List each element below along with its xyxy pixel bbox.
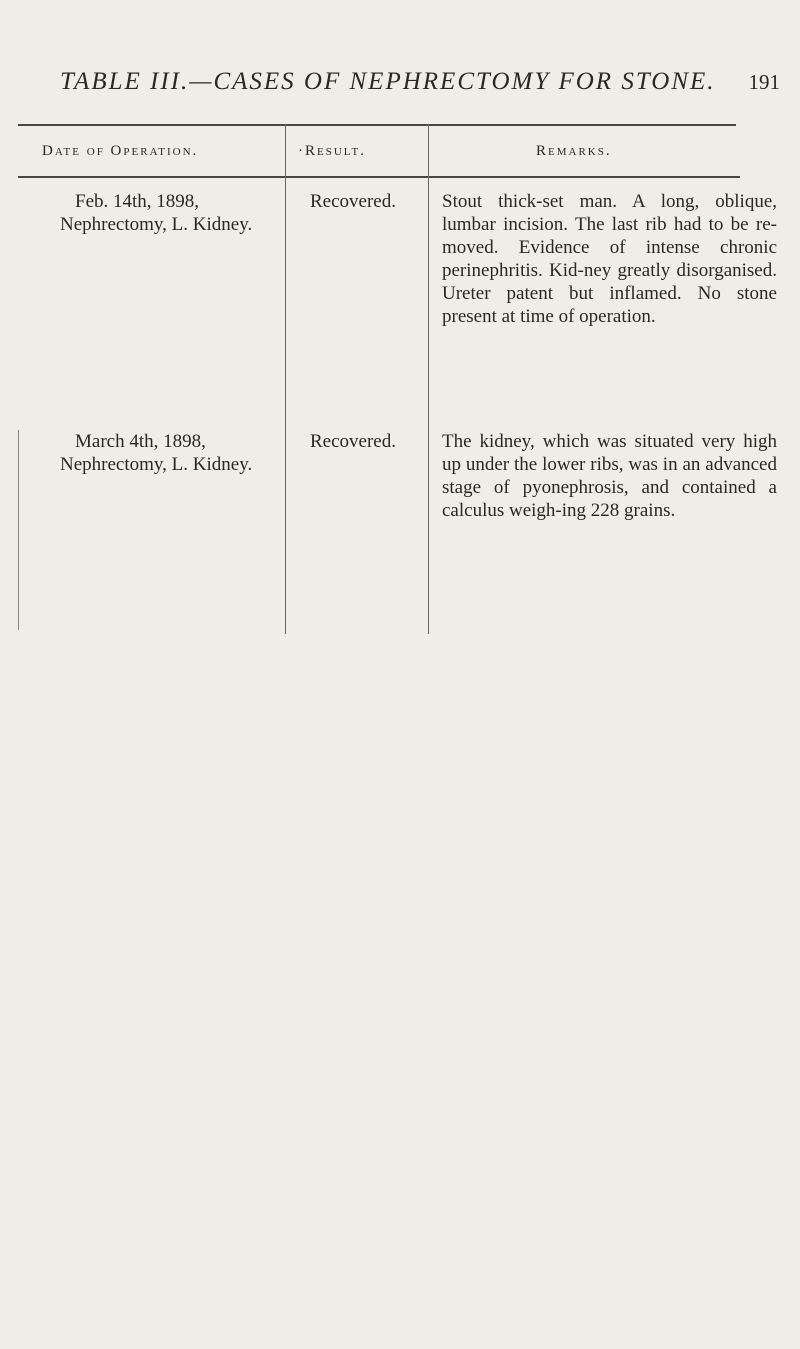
header-bottom-rule bbox=[18, 176, 740, 178]
column-divider-right bbox=[428, 124, 429, 634]
table-row bbox=[60, 190, 252, 236]
column-header-result: ·Result. bbox=[298, 143, 366, 159]
row-date: Feb. 14th, 1898, bbox=[75, 191, 200, 212]
table-row bbox=[60, 430, 252, 476]
row-date: March 4th, 1898, bbox=[75, 431, 206, 452]
page-number: 191 bbox=[748, 70, 780, 94]
running-head bbox=[60, 68, 780, 104]
table-left-edge bbox=[18, 430, 19, 630]
column-divider-left bbox=[285, 124, 286, 634]
row-operation: Nephrectomy, L. Kidney. bbox=[60, 214, 253, 235]
row-result: Recovered. bbox=[310, 191, 396, 212]
column-header-date: Date of Operation. bbox=[42, 143, 199, 159]
row-remarks: The kidney, which was situated very high up under the lower ribs, was in an advanced stage of pyonephrosis, and contained a calculus weigh-ing 228 grains. bbox=[442, 431, 777, 521]
column-header-remarks: Remarks. bbox=[536, 143, 612, 159]
row-result: Recovered. bbox=[310, 431, 396, 452]
table-top-rule bbox=[18, 124, 736, 126]
row-remarks: Stout thick-set man. A long, oblique, lumbar incision. The last rib had to be re-moved. Evidence of intense chronic perinephritis. Kid-ney greatly disorganised. Ureter patent but inflamed. No stone present at time of operation. bbox=[442, 191, 777, 327]
row-operation: Nephrectomy, L. Kidney. bbox=[60, 454, 253, 475]
table-title: TABLE III.—CASES OF NEPHRECTOMY FOR STONE. bbox=[60, 68, 716, 95]
